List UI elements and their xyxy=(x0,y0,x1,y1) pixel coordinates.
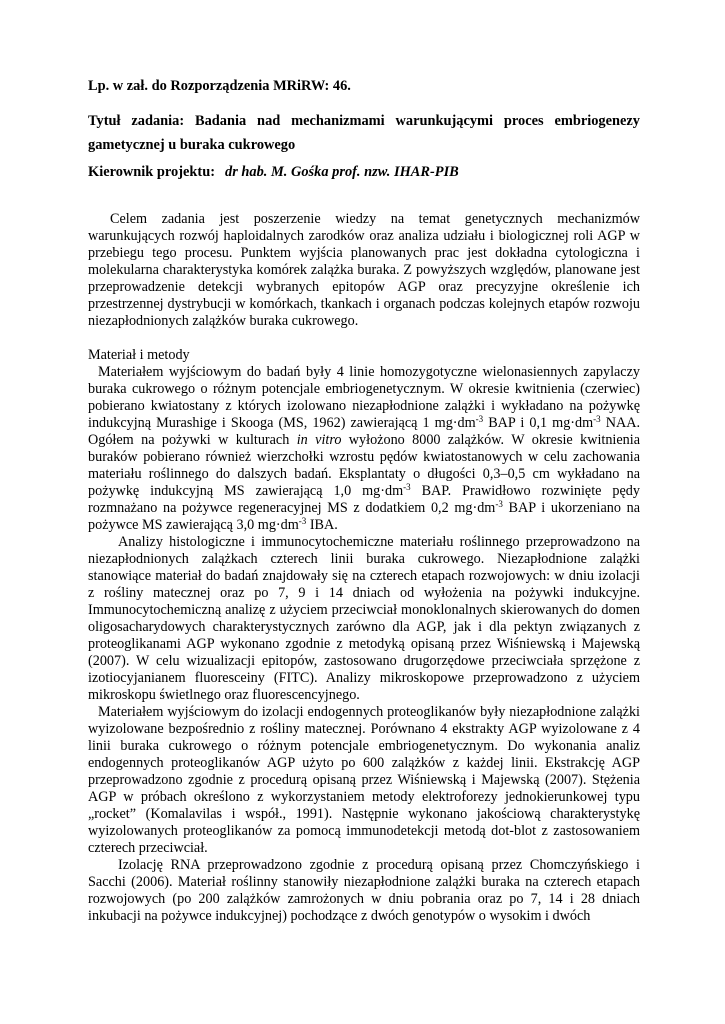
paragraph-plant-material xyxy=(88,364,640,534)
document-body xyxy=(88,211,640,925)
text-run: BAP. Prawidłowo rozwinięte pędy rozmnażano na pożywce regeneracyjnej MS z dodatkiem 0,2 mg·dm xyxy=(88,483,640,516)
text-run: BAP i ukorzeniano na pożywce MS zawierającą 3,0 mg·dm xyxy=(88,500,640,533)
paragraph-rna-isolation: Izolację RNA przeprowadzono zgodnie z procedurą opisaną przez Chomczyńskiego i Sacchi (2006). Materiał roślinny stanowiły niezapłodnione zalążki buraka na czterech etapach rozwojowych (po 200 zalążków zamrożonych w dniu pobrania oraz po 7, 14 i 28 dniach inkubacji na pożywce indukcyjnej) pochodzące z dwóch genotypów o wysokim i dwóch xyxy=(88,857,640,924)
text-run: IBA. xyxy=(306,517,338,533)
project-manager-name: dr hab. M. Gośka prof. nzw. IHAR-PIB xyxy=(225,164,459,180)
project-manager-label: Kierownik projektu: xyxy=(88,164,215,180)
superscript: -3 xyxy=(495,499,503,509)
intro-paragraph: Celem zadania jest poszerzenie wiedzy na temat genetycznych mechanizmów warunkujących rozwój haploidalnych zarodków oraz analiza udziału i biologicznej roli AGP w przebiegu tego procesu. Punktem wyjścia planowanych prac jest dokładna cytologiczna i molekularna charakterystyka komórek zalążka buraka. Z powyższych względów, planowane jest przeprowadzenie detekcji wybranych epitopów AGP oraz precyzyjne określenie ich przestrzennej dystrybucji w komórkach, tkankach i organach podczas kolejnych etapów rozwoju niezapłodnionych zalążków buraka cukrowego. xyxy=(88,211,640,329)
project-manager xyxy=(88,164,459,181)
section-title-materials-methods: Materiał i metody xyxy=(88,347,190,363)
paragraph-proteoglycans: Materiałem wyjściowym do izolacji endogennych proteoglikanów były niezapłodnione zalążki wyizolowane bezpośrednio z rośliny matecznej. Porównano 4 ekstrakty AGP wyizolowane z 4 linii buraka cukrowego o różnym potencjale embriogenetycznym. Do wykonania analiz endogennych proteoglikanów AGP użyto po 600 zalążków z każdej linii. Ekstrakcję AGP przeprowadzono zgodnie z procedurą opisaną przez Wiśniewską i Majewską (2007). Stężenia AGP w próbach określono z wykorzystaniem metody elektroforezy jednokierunkowej typu „rocket” (Komalavilas i współ., 1991). Następnie wykonano jakościową charakterystykę wyizolowanych proteoglikanów za pomocą immunodetekcji metodą dot-blot z zastosowaniem czterech przeciwciał. xyxy=(88,704,640,856)
superscript: -3 xyxy=(298,516,307,526)
italic-term: in vitro xyxy=(296,432,342,448)
regulation-reference: Lp. w zał. do Rozporządzenia MRiRW: 46. xyxy=(88,78,351,94)
task-title-line-2: gametycznej u buraka cukrowego xyxy=(88,137,296,153)
paragraph-histology: Analizy histologiczne i immunocytochemiczne materiału roślinnego przeprowadzono na niezapłodnionych zalążkach czterech linii buraka cukrowego. Niezapłodnione zalążki stanowiące materiał do badań znajdowały się na czterech etapach rozwojowych: w dniu izolacji z rośliny matecznej oraz po 7, 9 i 14 dniach od wyłożenia na pożywki indukcyjne. Immunocytochemiczną analizę z użyciem przeciwciał monoklonalnych skierowanych do domen oligosacharydowych charakterystycznych zarówno dla AGP, jak i dla pektyn związanych z proteoglikanami AGP wykonano zgodnie z metodyką opisaną przez Wiśniewską i Majewską (2007). W celu wizualizacji epitopów, zastosowano drugorzędowe przeciwciała sprzężone z izotiocyjanianem fluoresceiny (FITC). Analizy mikroskopowe przeprowadzono z użyciem mikroskopu świetlnego oraz fluorescencyjnego. xyxy=(88,534,640,703)
superscript: -3 xyxy=(403,482,411,492)
text-run: wyłożono 8000 zalążków. W okresie kwitnienia buraków pobierano również wierzchołki wzrostu pędów kwiatostanowych w celu zachowania materiału roślinnego do dalszych badań. Eksplantaty o długości 0,3–0,5 cm wykładano na pożywkę indukcyjną MS zawierającą 1,0 mg·dm xyxy=(88,432,640,499)
superscript: -3 xyxy=(593,414,601,424)
text-run: BAP i 0,1 mg·dm xyxy=(483,415,594,431)
superscript: -3 xyxy=(475,414,484,424)
text-run: Materiałem wyjściowym do badań były 4 linie homozygotyczne wielonasiennych zapylaczy buraka cukrowego o różnym potencjale embriogenetycznym. W okresie kwitnienia (czerwiec) pobierano kwiatostany z których izolowano niezapłodnione zalążki i wykładano na pożywkę indukcyjną Murashige i Skooga (MS, 1962) zawierającą 1 mg·dm xyxy=(88,364,640,431)
task-title-line-1: Tytuł zadania: Badania nad mechanizmami warunkującymi proces embriogenezy xyxy=(88,113,640,129)
text-run: NAA. Ogółem na pożywki w kulturach xyxy=(88,415,640,448)
